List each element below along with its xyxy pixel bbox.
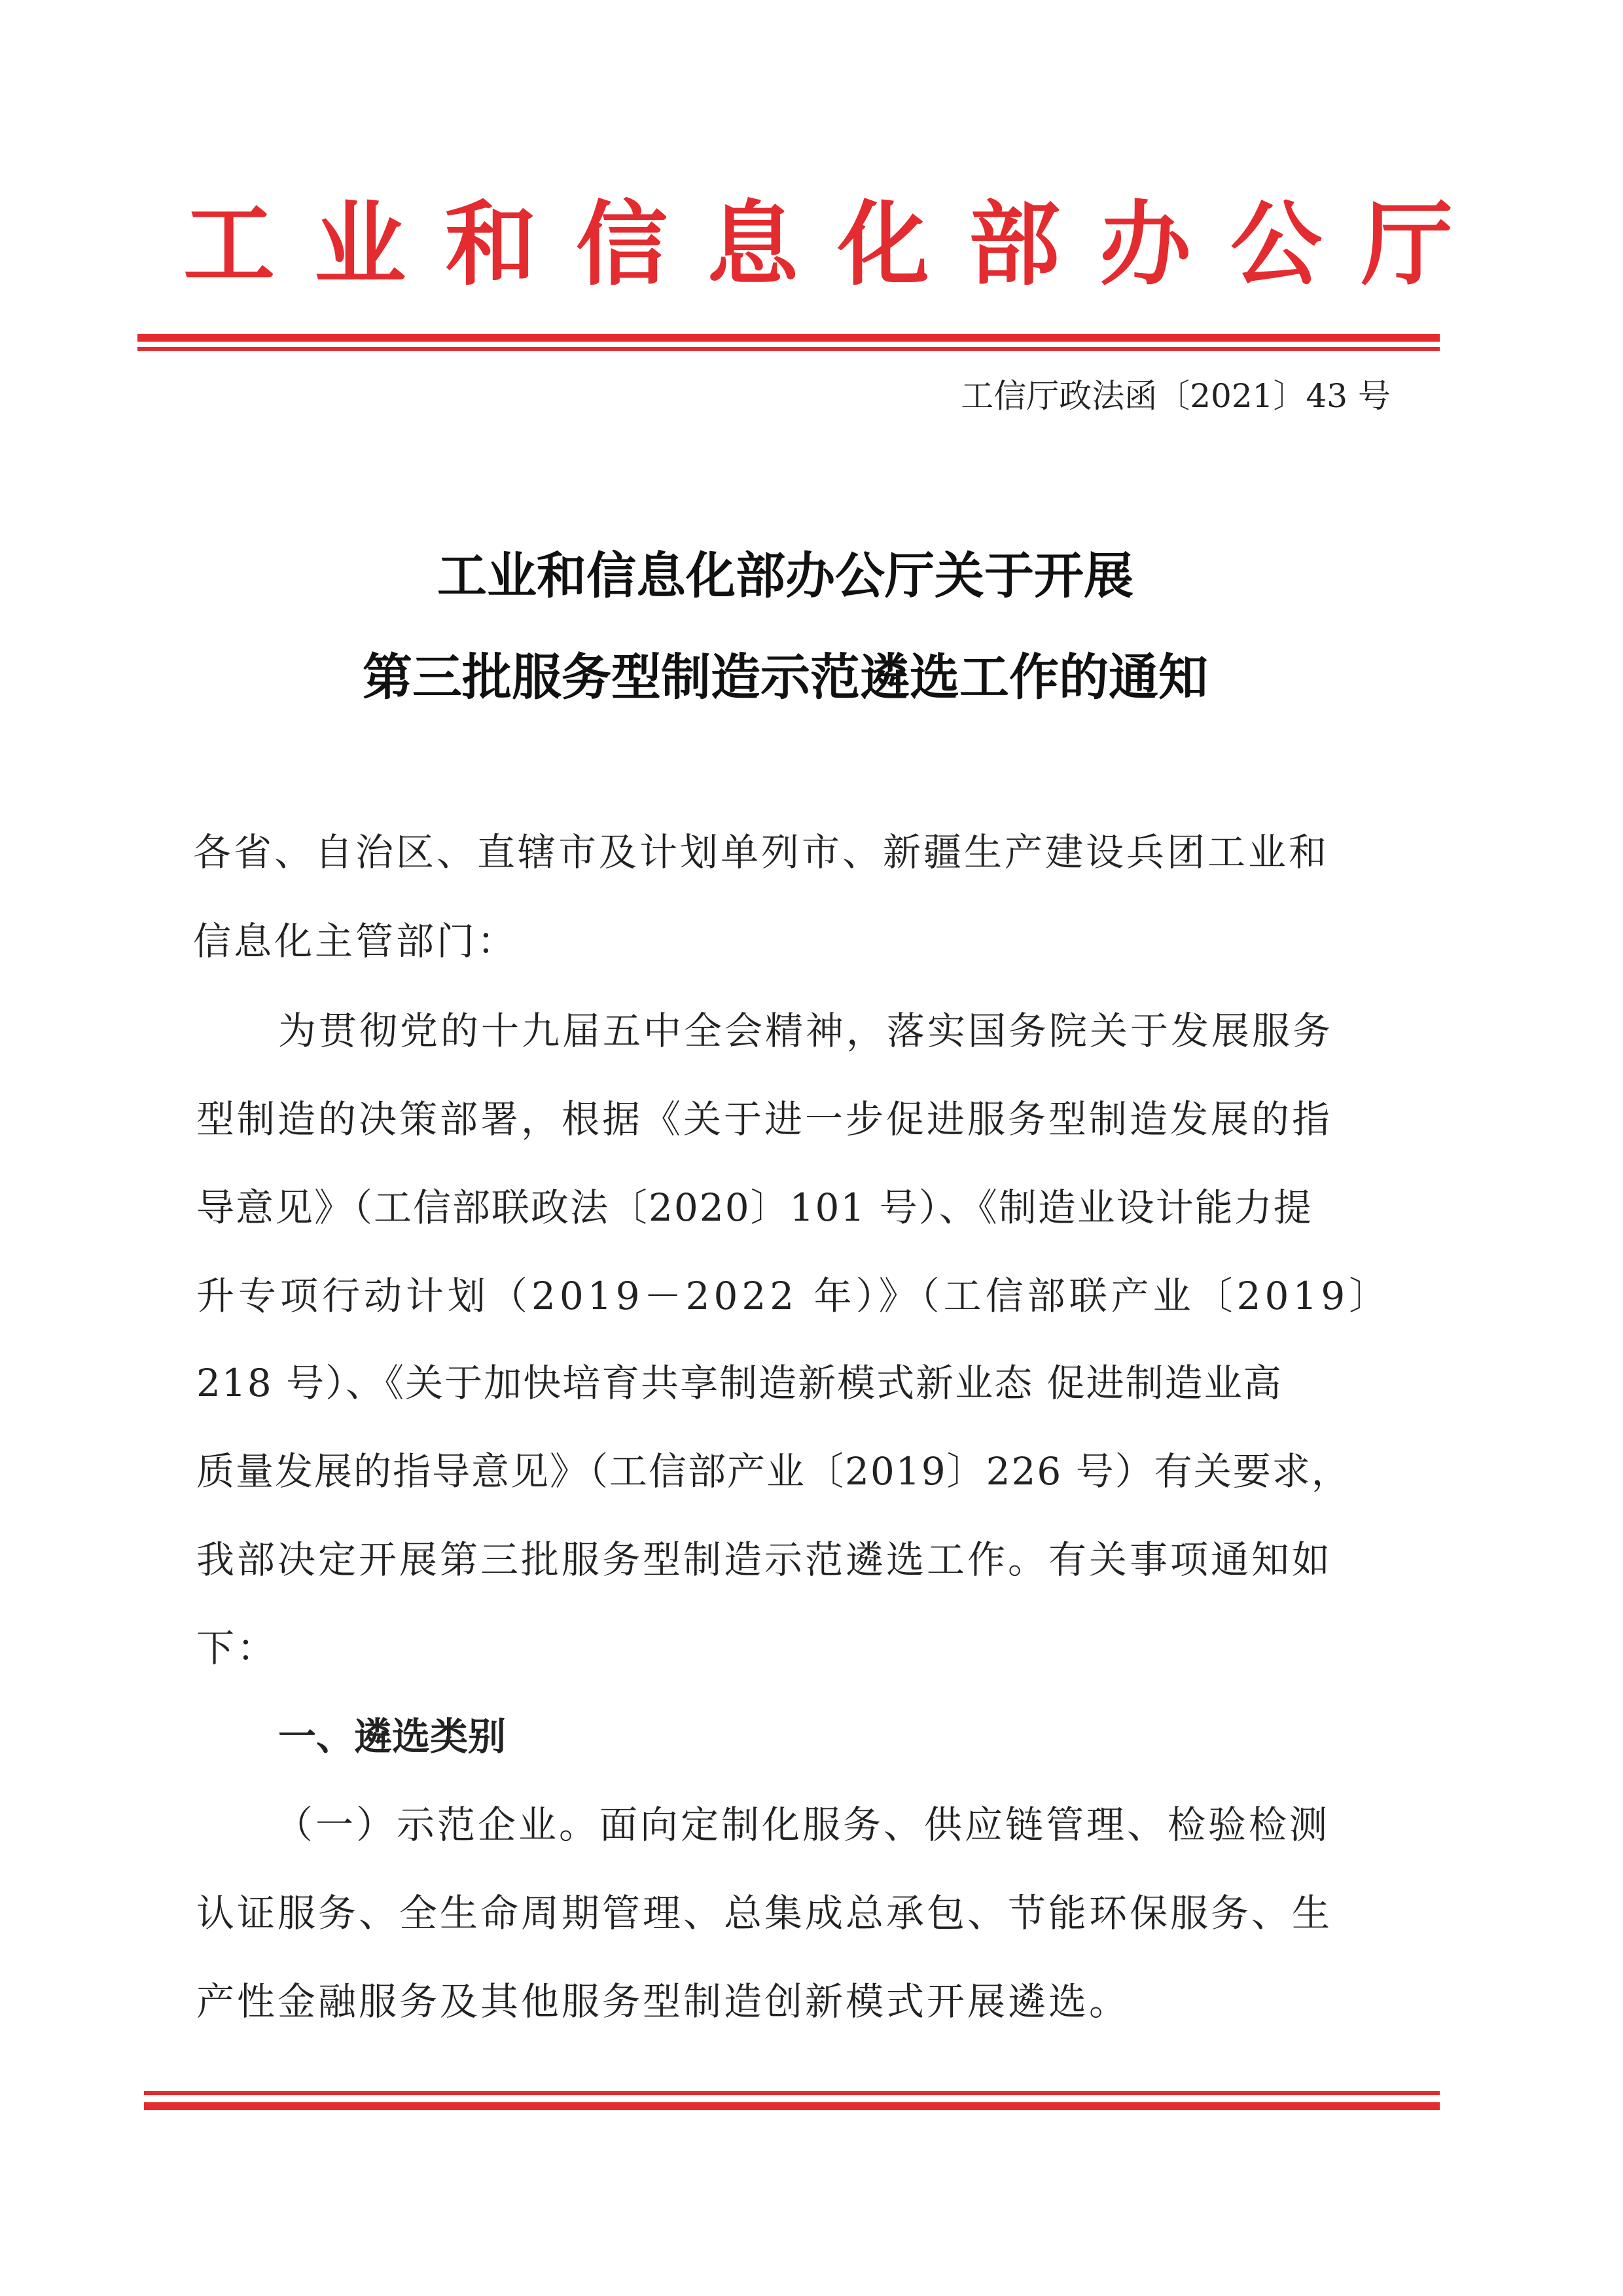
paragraph-1-line-5: 218 号）、《关于加快培育共享制造新模式新业态 促进制造业高 xyxy=(196,1361,1283,1405)
notice-title-line-1: 工业和信息化部办公厅关于开展 xyxy=(437,547,1133,605)
paragraph-1-line-4: 升专项行动计划（2019－2022 年）》（工信部联产业〔2019〕 xyxy=(196,1274,1391,1318)
footer-rule-thick xyxy=(144,2102,1440,2110)
paragraph-1-line-8: 下： xyxy=(196,1626,278,1670)
document-number: 工信厅政法函〔2021〕43 号 xyxy=(961,377,1391,415)
paragraph-1-line-7: 我部决定开展第三批服务型制造示范遴选工作。有关事项通知如 xyxy=(196,1537,1333,1582)
paragraph-1-line-1: 为贯彻党的十九届五中全会精神，落实国务院关于发展服务 xyxy=(278,1009,1334,1053)
masthead-rule-thin xyxy=(137,347,1440,351)
footer-rule-thin xyxy=(144,2091,1440,2095)
addressee-line-2: 信息化主管部门： xyxy=(193,919,518,963)
paragraph-1-line-2: 型制造的决策部署，根据《关于进一步促进服务型制造发展的指 xyxy=(196,1097,1333,1141)
paragraph-1-line-3: 导意见》（工信部联政法〔2020〕101 号）、《制造业设计能力提 xyxy=(196,1185,1313,1230)
section-1-paragraph-line-1: （一）示范企业。面向定制化服务、供应链管理、检验检测 xyxy=(275,1803,1330,1847)
section-1-paragraph-line-3: 产性金融服务及其他服务型制造创新模式开展遴选。 xyxy=(196,1979,1130,2024)
issuer-masthead: 工业和信息化部办公厅 xyxy=(183,192,1493,298)
masthead-rule-thick xyxy=(137,334,1440,342)
notice-title-line-2: 第三批服务型制造示范遴选工作的通知 xyxy=(363,648,1208,706)
paragraph-1-line-6: 质量发展的指导意见》（工信部产业〔2019〕226 号）有关要求， xyxy=(196,1449,1351,1494)
section-1-paragraph-line-2: 认证服务、全生命周期管理、总集成总承包、节能环保服务、生 xyxy=(196,1891,1333,1935)
addressee-line-1: 各省、自治区、直辖市及计划单列市、新疆生产建设兵团工业和 xyxy=(193,830,1330,874)
section-1-heading: 一、遴选类别 xyxy=(278,1714,507,1759)
